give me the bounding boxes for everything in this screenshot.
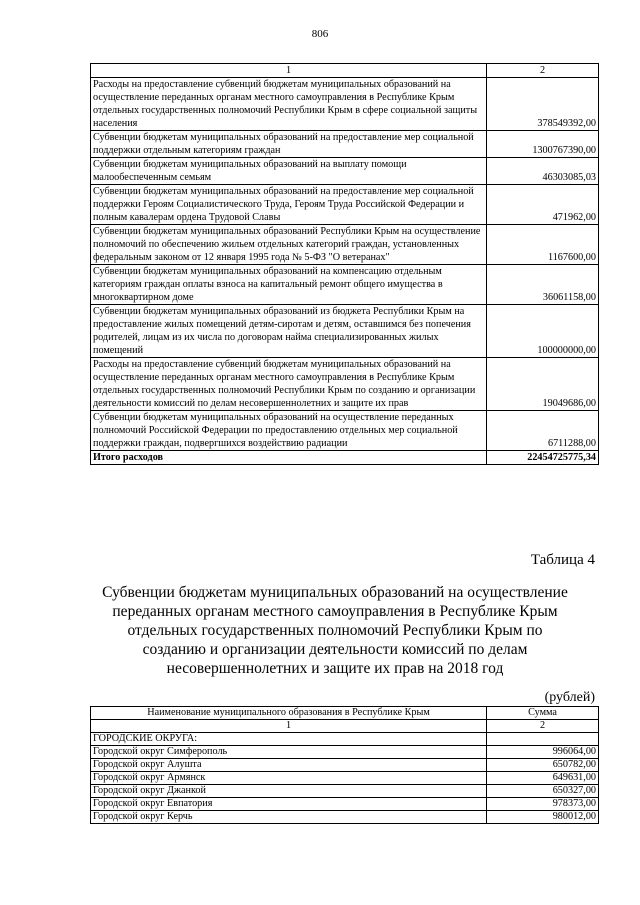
table-row xyxy=(91,358,599,411)
section-row xyxy=(91,733,599,746)
expense-description: Субвенции бюджетам муниципальных образований на осуществление переданных полномочий Российской Федерации по предоставлению отдельных мер социальной поддержки граждан, подвергшихся воздействию радиации xyxy=(91,411,487,451)
expense-amount: 1300767390,00 xyxy=(487,131,599,158)
table-title: Субвенции бюджетам муниципальных образований на осуществление переданных органам местного самоуправления в Республике Крым отдельных государственных полномочий Республики Крым по созданию и организации деятельности комиссий по делам несовершеннолетних и защите их прав на 2018 год xyxy=(102,584,568,677)
expense-amount: 6711288,00 xyxy=(487,411,599,451)
expenses-table xyxy=(90,63,599,465)
header-municipality: Наименование муниципального образования в Республике Крым xyxy=(91,707,487,720)
section-label: ГОРОДСКИЕ ОКРУГА: xyxy=(91,733,487,746)
table-row xyxy=(91,305,599,358)
expense-amount: 46303085,03 xyxy=(487,158,599,185)
expense-amount: 100000000,00 xyxy=(487,305,599,358)
header-sum: Сумма xyxy=(487,707,599,720)
total-label: Итого расходов xyxy=(91,451,487,465)
table-row xyxy=(91,798,599,811)
expense-amount: 471962,00 xyxy=(487,185,599,225)
units-label: (рублей) xyxy=(544,690,595,705)
expense-amount: 36061158,00 xyxy=(487,265,599,305)
expense-description: Субвенции бюджетам муниципальных образований из бюджета Республики Крым на предоставление жилых помещений детям-сиротам и детям, оставшимся без попечения родителей, лицам из их числа по договорам найма специализированных жилых помещений xyxy=(91,305,487,358)
table-row xyxy=(91,185,599,225)
table-row xyxy=(91,772,599,785)
municipality-name: Городской округ Армянск xyxy=(91,772,487,785)
table-row xyxy=(91,225,599,265)
page-number: 806 xyxy=(311,28,329,40)
municipality-name: Городской округ Джанкой xyxy=(91,785,487,798)
expense-description: Субвенции бюджетам муниципальных образований на компенсацию отдельным категориям граждан оплаты взноса на капитальный ремонт общего имущества в многоквартирном доме xyxy=(91,265,487,305)
expense-description: Субвенции бюджетам муниципальных образований на выплату помощи малообеспеченным семьям xyxy=(91,158,487,185)
table-header-row xyxy=(91,707,599,720)
expense-amount: 19049686,00 xyxy=(487,358,599,411)
municipal-subventions-table xyxy=(90,706,599,824)
total-amount: 22454725775,34 xyxy=(487,451,599,465)
municipality-name: Городской округ Симферополь xyxy=(91,746,487,759)
column-number-2: 2 xyxy=(487,64,599,78)
expense-description: Субвенции бюджетам муниципальных образований на предоставление мер социальной поддержки отдельным категориям граждан xyxy=(91,131,487,158)
expense-amount: 1167600,00 xyxy=(487,225,599,265)
column-number-1: 1 xyxy=(91,64,487,78)
expense-description: Субвенции бюджетам муниципальных образований на предоставление мер социальной поддержки Героям Социалистического Труда, Героям Труда Российской Федерации и полным кавалерам ордена Трудовой Славы xyxy=(91,185,487,225)
table-label: Таблица 4 xyxy=(530,552,595,568)
municipality-name: Городской округ Керчь xyxy=(91,811,487,824)
table-row xyxy=(91,158,599,185)
municipality-amount: 649631,00 xyxy=(487,772,599,785)
table-row xyxy=(91,78,599,131)
expense-description: Расходы на предоставление субвенций бюджетам муниципальных образований на осуществление переданных органам местного самоуправления в Республике Крым отдельных государственных полномочий Республики Крым в сфере социальной защиты населения xyxy=(91,78,487,131)
table-row xyxy=(91,785,599,798)
table-row xyxy=(91,746,599,759)
table-row xyxy=(91,811,599,824)
table-header-row xyxy=(91,64,599,78)
municipality-amount: 996064,00 xyxy=(487,746,599,759)
table-row xyxy=(91,265,599,305)
municipality-amount: 650782,00 xyxy=(487,759,599,772)
table-row xyxy=(91,131,599,158)
expense-description: Субвенции бюджетам муниципальных образований Республики Крым на осуществление полномочий по обеспечению жильем отдельных категорий граждан, установленных федеральным законом от 12 января 1995 года № 5-ФЗ "О ветеранах" xyxy=(91,225,487,265)
column-number-1: 1 xyxy=(91,720,487,733)
table-row xyxy=(91,759,599,772)
empty-cell xyxy=(487,733,599,746)
total-row xyxy=(91,451,599,465)
municipality-name: Городской округ Евпатория xyxy=(91,798,487,811)
municipality-amount: 978373,00 xyxy=(487,798,599,811)
expense-description: Расходы на предоставление субвенций бюджетам муниципальных образований на осуществление переданных органам местного самоуправления в Республике Крым отдельных государственных полномочий Республики Крым по созданию и организации деятельности комиссий по делам несовершеннолетних и защите их прав xyxy=(91,358,487,411)
column-number-2: 2 xyxy=(487,720,599,733)
table-row xyxy=(91,411,599,451)
expense-amount: 378549392,00 xyxy=(487,78,599,131)
municipality-amount: 650327,00 xyxy=(487,785,599,798)
column-number-row xyxy=(91,720,599,733)
municipality-name: Городской округ Алушта xyxy=(91,759,487,772)
municipality-amount: 980012,00 xyxy=(487,811,599,824)
